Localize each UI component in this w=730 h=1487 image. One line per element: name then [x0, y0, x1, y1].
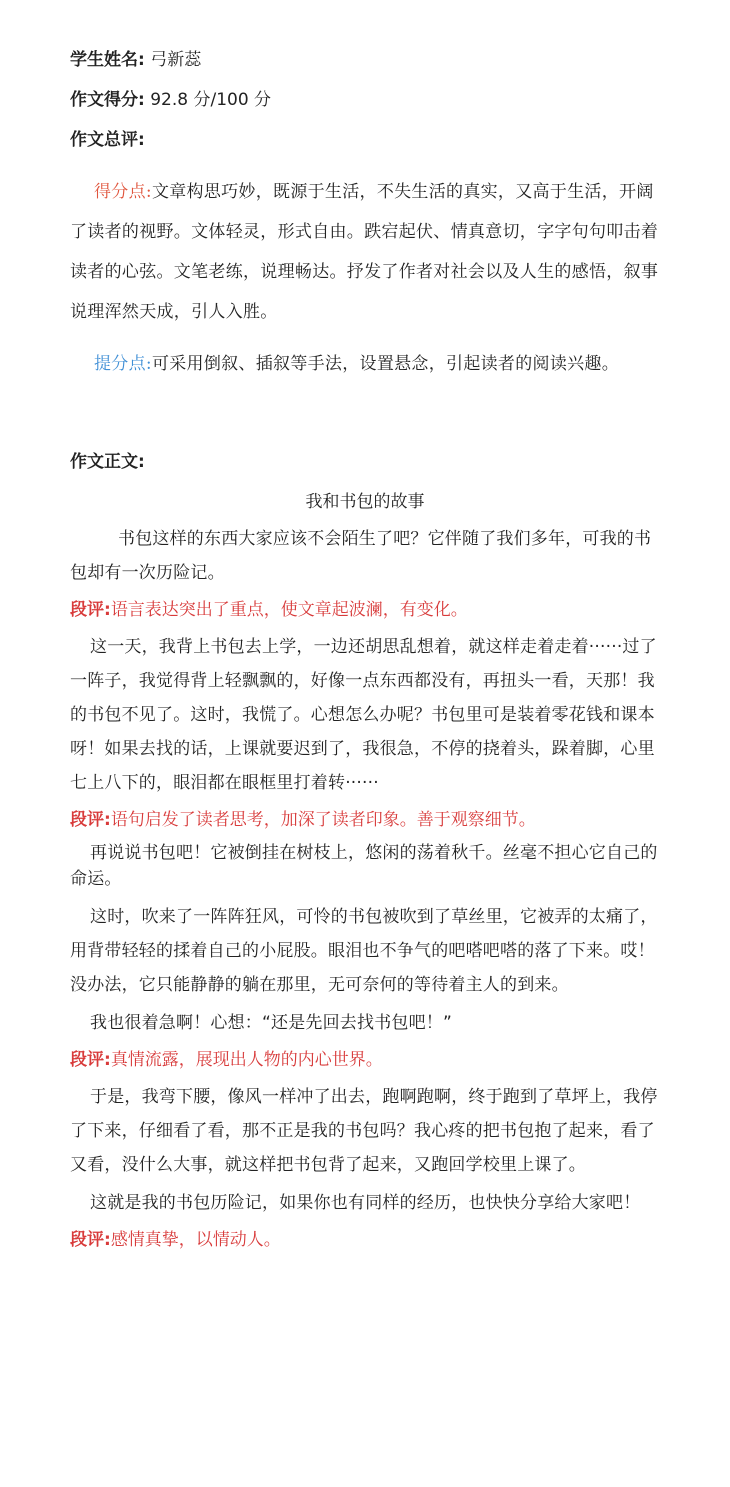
paragraph-review — [70, 1040, 660, 1080]
paragraph-review — [70, 1220, 660, 1260]
improve-text: 可采用倒叙、插叙等手法，设置悬念，引起读者的阅读兴趣。 — [151, 354, 620, 374]
essay-paragraph: 这一天，我背上书包去上学，一边还胡思乱想着，就这样走着走着······过了一阵子，我觉得背上轻飘飘的，好像一点东西都没有，再扭头一看，天那！我的书包不见了。这时，我慌了。心想怎么办呢？书包里可是装着零花钱和课本呀！如果去找的话，上课就要迟到了，我很急，不停的挠着头，跺着脚，心里七上八下的，眼泪都在眼框里打着转······ — [70, 637, 657, 793]
essay-paragraph: 这时，吹来了一阵阵狂风，可怜的书包被吹到了草丝里，它被弄的太痛了，用背带轻轻的揉着自己的小屁股。眼泪也不争气的吧嗒吧嗒的落了下来。哎！没办法，它只能静静的躺在那里，无可奈何的等待着主人的到来。 — [70, 907, 658, 995]
improve-label: 提分点: — [94, 354, 152, 374]
review-label: 段评: — [70, 1050, 111, 1070]
essay-paragraph: 再说说书包吧！它被倒挂在树枝上，悠闲的荡着秋千。丝毫不担心它自己的命运。 — [70, 843, 658, 889]
review-label: 段评: — [70, 1230, 111, 1250]
student-name-line — [70, 40, 660, 80]
strength-text: 文章构思巧妙，既源于生活，不失生活的真实，又高于生活，开阔了读者的视野。文体轻灵，形式自由。跌宕起伏、情真意切，字字句句叩击着读者的心弦。文笔老练，说理畅达。抒发了作者对社会以及人生的感悟，叙事说理浑然天成，引人入胜。 — [70, 182, 659, 322]
review-text: 语言表达突出了重点，使文章起波澜，有变化。 — [110, 600, 468, 620]
essay-title: 我和书包的故事 — [305, 492, 425, 512]
paragraph-review — [70, 590, 660, 630]
essay-paragraph: 我也很着急啊！心想：“还是先回去找书包吧！” — [90, 1013, 453, 1033]
strength-comment — [70, 172, 660, 332]
essay-score-value: 92.8 分/100 分 — [144, 90, 272, 110]
improve-comment — [70, 344, 660, 384]
paragraph-review — [70, 800, 660, 840]
essay-paragraph: 于是，我弯下腰，像风一样冲了出去，跑啊跑啊，终于跑到了草坪上，我停了下来，仔细看了看，那不正是我的书包吗？我心疼的把书包抱了起来，看了又看，没什么大事，就这样把书包背了起来，又跑回学校里上课了。 — [70, 1087, 658, 1175]
strength-label: 得分点: — [94, 182, 152, 202]
essay-paragraph: 这就是我的书包历险记，如果你也有同样的经历，也快快分享给大家吧！ — [90, 1193, 641, 1213]
essay-score-label: 作文得分: — [70, 90, 145, 110]
review-text: 语句启发了读者思考，加深了读者印象。善于观察细节。 — [110, 810, 536, 830]
essay-score-line — [70, 80, 660, 120]
essay-summary-heading — [70, 120, 660, 160]
review-text: 感情真挚，以情动人。 — [110, 1230, 281, 1250]
essay-paragraph: 书包这样的东西大家应该不会陌生了吧？它伴随了我们多年，可我的书包却有一次历险记。 — [70, 529, 652, 583]
review-label: 段评: — [70, 600, 111, 620]
essay-body-heading — [70, 442, 660, 482]
essay-summary-label: 作文总评: — [70, 130, 145, 150]
student-name-label: 学生姓名: — [70, 50, 145, 70]
review-label: 段评: — [70, 810, 111, 830]
essay-body-label: 作文正文: — [70, 452, 145, 472]
student-name-value: 弓新蕊 — [144, 50, 202, 70]
review-text: 真情流露，展现出人物的内心世界。 — [110, 1050, 383, 1070]
